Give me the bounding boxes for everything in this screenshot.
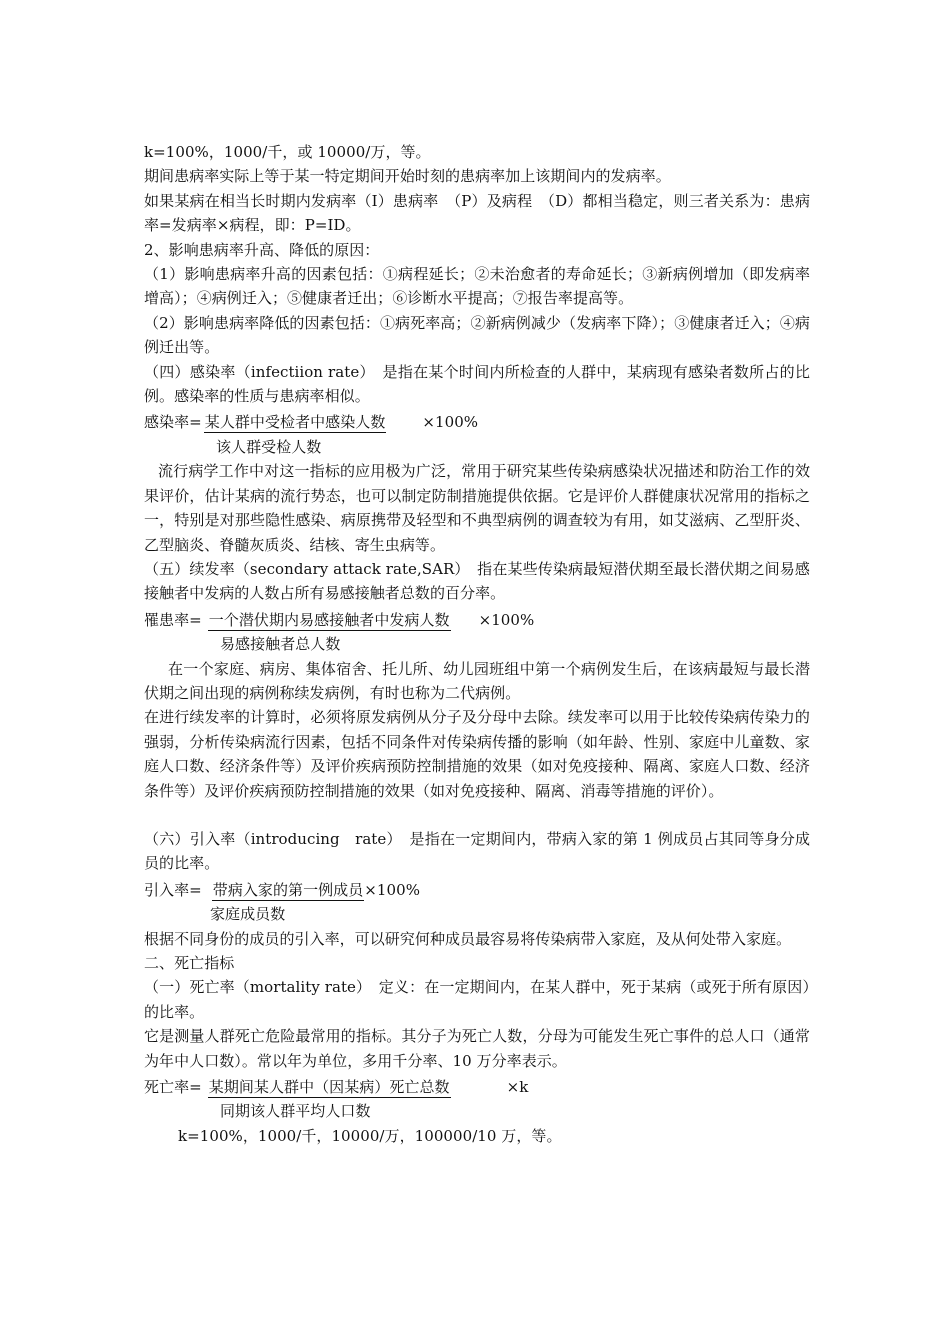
formula-label: 罹患率= [144,610,202,629]
formula-denominator: 同期该人群平均人口数 [220,1102,371,1121]
secondary-attack-rate-usage: 在进行续发率的计算时，必须将原发病例从分子及分母中去除。续发率可以用于比较传染病传染力的强弱，分析传染病流行因素，包括不同条件对传染病传播的影响（如年龄、性别、家庭中儿童数、家庭人口数、经济条件等）及评价疾病预防控制措施的效果（如对免疫接种、隔离、家庭人口数、经济条件等）及评价疾病预防控制措施的效果（如对免疫接种、隔离、消毒等措施的评价）。 [144,708,810,800]
formula-denominator: 该人群受检人数 [216,437,322,456]
formula-multiplier: ×100% [422,413,479,432]
document-page [144,140,810,1148]
period-prevalence-note: 期间患病率实际上等于某一特定期间开始时刻的患病率加上该期间内的发病率。 [144,167,671,186]
introducing-rate-formula [144,878,810,927]
formula-numerator: 带病入家的第一例成员 [212,880,364,899]
formula-label: 感染率= [144,413,202,432]
prevalence-increase-factors: （1）影响患病率升高的因素包括：①病程延长；②未治愈者的寿命延长；③新病例增加（即发病率增高）；④病例迁入；⑤健康者迁出；⑥诊断水平提高；⑦报告率提高等。 [144,265,810,308]
formula-multiplier: ×100% [364,880,420,899]
formula-multiplier: ×100% [478,610,535,629]
formula-numerator: 某期间某人群中（因某病）死亡总数 [208,1078,450,1097]
introducing-rate-definition: （六）引入率（introducing rate） 是指在一定期间内，带病入家的第 1 例成员占其同等身分成员的比率。 [144,829,810,873]
formula-denominator: 家庭成员数 [210,905,286,924]
formula-denominator: 易感接触者总人数 [220,635,341,654]
mortality-rate-definition: （一）死亡率（mortality rate） 定义：在一定期间内，在某人群中，死于某病（或死于所有原因）的比率。 [144,978,810,1021]
formula-label: 死亡率= [144,1078,202,1097]
mortality-section-heading: 二、死亡指标 [144,954,235,972]
prevalence-decrease-factors: （2）影响患病率降低的因素包括：①病死率高；②新病例减少（发病率下降）；③健康者迁入；④病例迁出等。 [144,313,810,357]
prevalence-relation: 如果某病在相当长时期内发病率（I）患病率 （P）及病程 （D）都相当稳定，则三者关系为：患病率=发病率×病程，即：P=ID。 [144,191,810,235]
formula-multiplier: ×k [506,1078,529,1097]
introducing-rate-usage: 根据不同身份的成员的引入率，可以研究何种成员最容易将传染病带入家庭，及从何处带入家庭。 [144,929,792,948]
prevalence-factors-heading: 2、影响患病率升高、降低的原因： [144,240,380,259]
formula-label: 引入率= [144,880,202,899]
infection-rate-definition: （四）感染率（infectiion rate） 是指在某个时间内所检查的人群中，某病现有感染者数所占的比例。感染率的性质与患病率相似。 [144,362,810,406]
mortality-k-values: k=100%，1000/千，10000/万，100000/10 万，等。 [178,1126,562,1145]
k-values-line: k=100%，1000/千，或 10000/万，等。 [144,143,431,161]
mortality-rate-description: 它是测量人群死亡危险最常用的指标。其分子为死亡人数，分母为可能发生死亡事件的总人口（通常为年中人口数）。常以年为单位，多用千分率、10 万分率表示。 [144,1027,810,1070]
formula-numerator: 一个潜伏期内易感接触者中发病人数 [208,610,450,629]
secondary-attack-rate-formula [144,608,810,657]
secondary-case-description: 在一个家庭、病房、集体宿舍、托儿所、幼儿园班组中第一个病例发生后，在该病最短与最长潜伏期之间出现的病例称续发病例，有时也称为二代病例。 [144,659,810,702]
formula-numerator: 某人群中受检者中感染人数 [204,413,386,432]
infection-rate-usage: 流行病学工作中对这一指标的应用极为广泛，常用于研究某些传染病感染状况描述和防治工作的效果评价，估计某病的流行势态，也可以制定防制措施提供依据。它是评价人群健康状况常用的指标之一，特别是对那些隐性感染、病原携带及轻型和不典型病例的调查较为有用，如艾滋病、乙型肝炎、乙型脑炎、脊髓灰质炎、结核、寄生虫病等。 [144,462,810,554]
secondary-attack-rate-definition: （五）续发率（secondary attack rate,SAR） 指在某些传染病最短潜伏期至最长潜伏期之间易感接触者中发病的人数占所有易感接触者总数的百分率。 [144,559,810,603]
mortality-rate-formula [144,1075,810,1124]
infection-rate-formula [144,410,810,459]
spacer [144,803,810,827]
